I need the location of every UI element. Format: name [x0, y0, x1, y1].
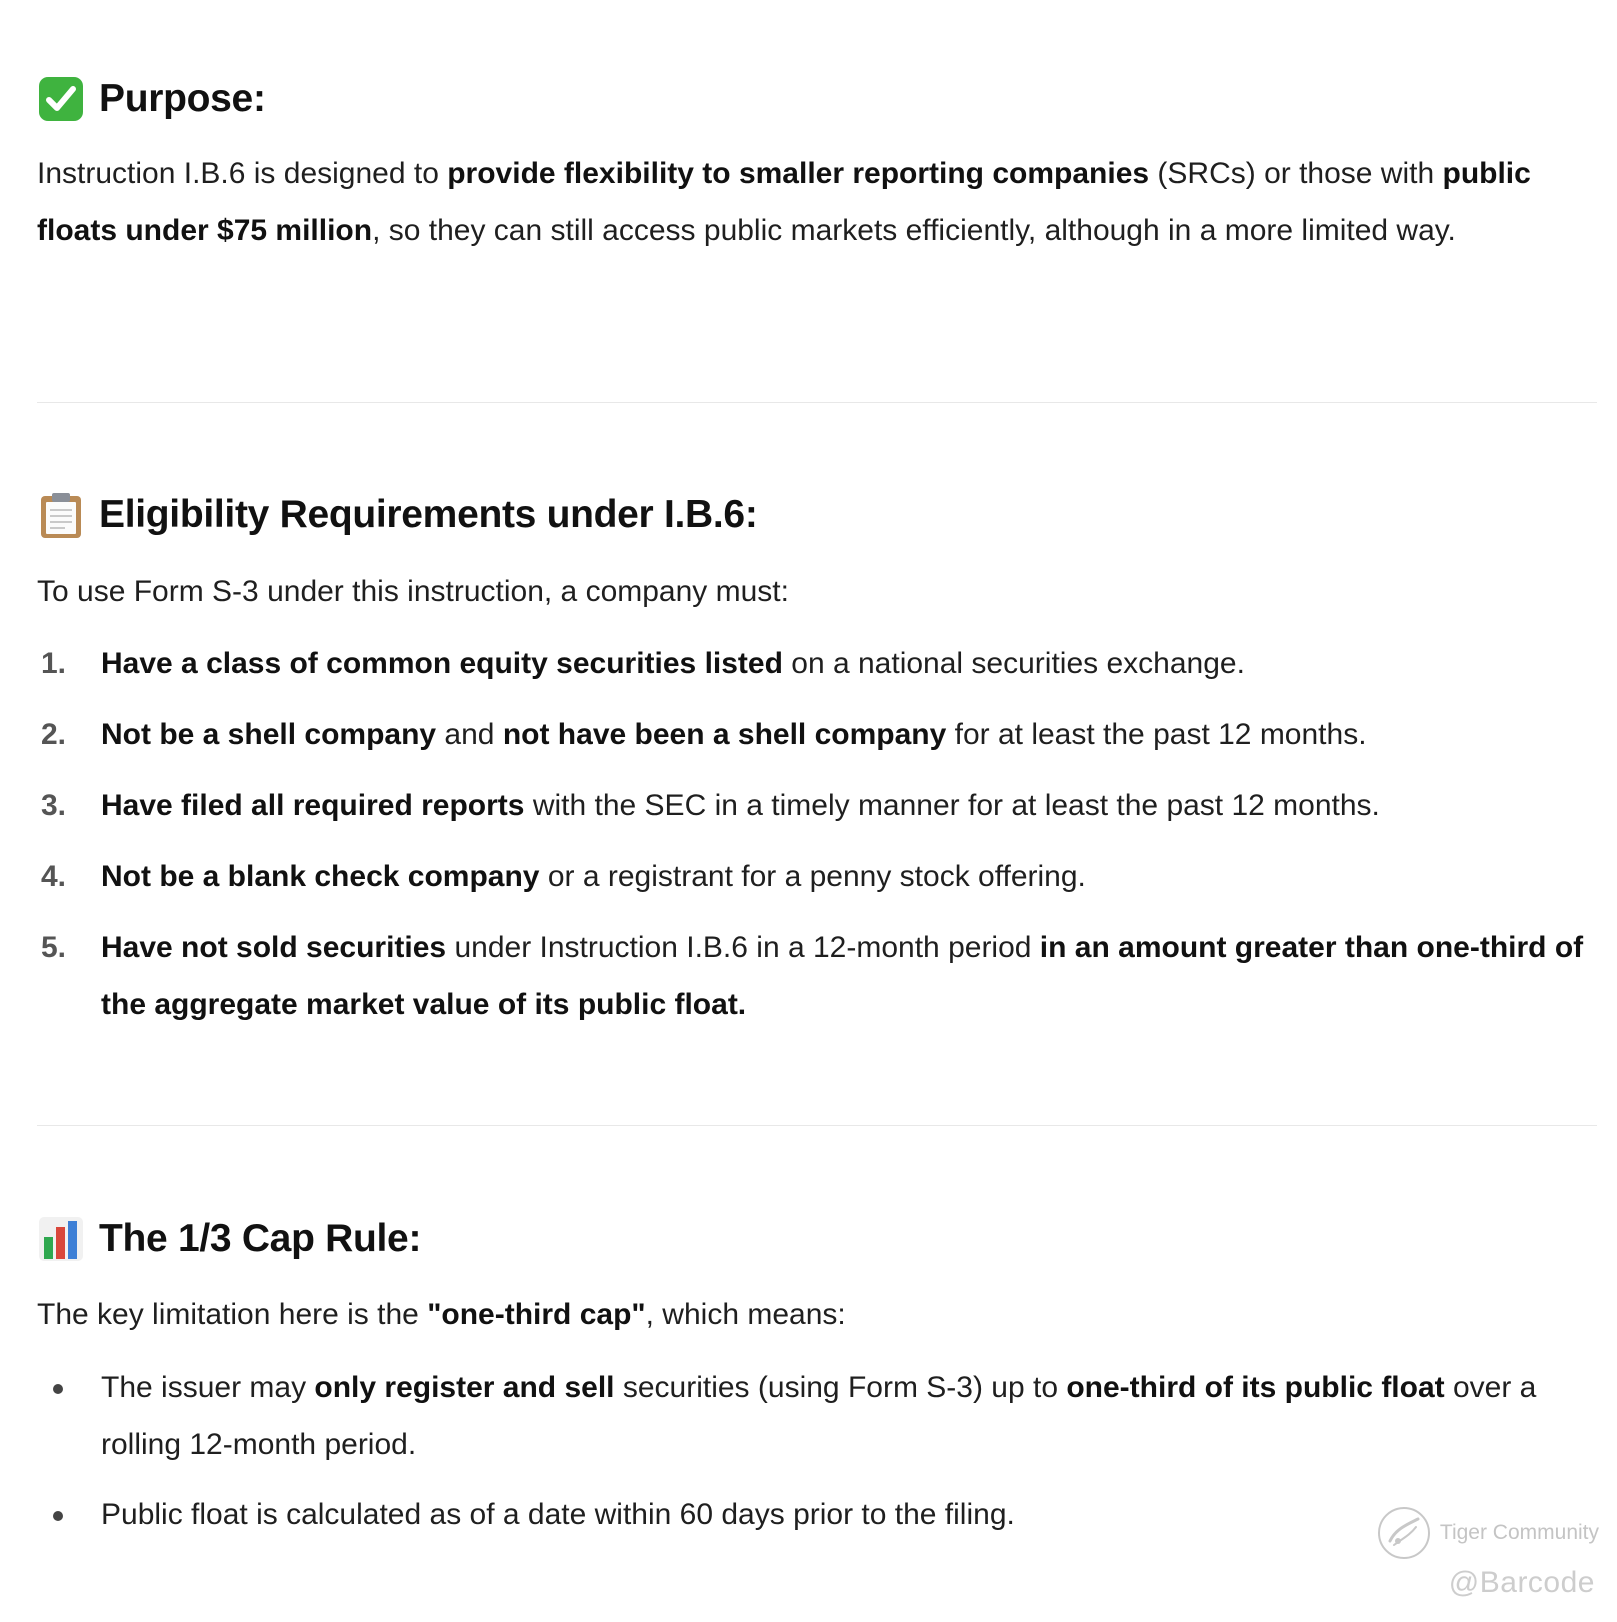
list-number: 4. [41, 860, 67, 893]
eligibility-heading [37, 490, 758, 540]
text-run: securities (using Form S-3) up to [614, 1371, 1067, 1404]
eligibility-item [37, 706, 1601, 763]
bold-text: Have filed all required reports [101, 789, 525, 822]
bullet-dot-icon [53, 1511, 63, 1521]
bold-text: Not be a blank check company [101, 860, 540, 893]
bold-text: "one-third cap" [427, 1298, 646, 1331]
text-run: over a rolling 12-month period. [101, 1371, 1537, 1461]
text-run: under Instruction I.B.6 in a 12-month period [446, 931, 1040, 964]
text-run: on a national securities exchange. [782, 647, 1245, 680]
text-run: with the SEC in a timely manner for at least the past 12 months. [524, 789, 1380, 822]
watermark-handle: @Barcode [1448, 1566, 1595, 1599]
cap-rule-heading [37, 1214, 421, 1264]
purpose-paragraph [37, 145, 1567, 259]
text-run: for at least the past 12 months. [946, 718, 1367, 751]
eligibility-item [37, 777, 1601, 834]
bold-text: provide flexibility to smaller reporting companies [447, 157, 1150, 190]
text-run: Instruction I.B.6 is designed to [37, 157, 448, 190]
list-number: 1. [41, 647, 67, 680]
section-divider [37, 402, 1597, 403]
text-run: The issuer may [101, 1371, 315, 1404]
bold-text: Not be a shell company [101, 718, 437, 751]
eligibility-item [37, 635, 1601, 692]
bold-text: only register and sell [314, 1371, 615, 1404]
text-run: (SRCs) or those with [1149, 157, 1443, 190]
bar-chart-icon [37, 1215, 85, 1263]
bold-text: Have not sold securities [101, 931, 447, 964]
text-run: , so they can still access public markets efficiently, although in a more limited way. [372, 214, 1456, 247]
check-mark-icon [37, 75, 85, 123]
clipboard-icon [37, 491, 85, 539]
bold-text: not have been a shell company [502, 718, 947, 751]
eligibility-title: Eligibility Requirements under I.B.6: [99, 493, 758, 536]
eligibility-item [37, 848, 1601, 905]
bold-text: one-third of its public float [1066, 1371, 1445, 1404]
text-run: , which means: [645, 1298, 846, 1331]
text-run: or a registrant for a penny stock offering. [539, 860, 1086, 893]
text-run: Public float is calculated as of a date within 60 days prior to the filing. [101, 1498, 1015, 1531]
purpose-heading [37, 74, 266, 124]
watermark [1376, 1505, 1599, 1561]
text-run: and [436, 718, 503, 751]
bold-text: public floats under $75 million [37, 157, 1531, 247]
eligibility-intro: To use Form S-3 under this instruction, a company must: [37, 575, 789, 608]
list-number: 3. [41, 789, 67, 822]
bold-text: Have a class of common equity securities listed [101, 647, 783, 680]
section-divider [37, 1125, 1597, 1126]
cap-rule-title: The 1/3 Cap Rule: [99, 1217, 422, 1260]
tiger-logo-icon [1376, 1505, 1432, 1561]
cap-rule-intro [37, 1286, 1567, 1343]
watermark-brand: Tiger Community [1439, 1521, 1599, 1544]
list-number: 2. [41, 718, 67, 751]
text-run: The key limitation here is the [37, 1298, 428, 1331]
purpose-title: Purpose: [99, 77, 266, 120]
bullet-item [37, 1359, 1601, 1473]
bullet-item [37, 1486, 1601, 1543]
bullet-dot-icon [53, 1384, 63, 1394]
bold-text: in an amount greater than one-third of the aggregate market value of its public float. [101, 931, 1584, 1021]
list-number: 5. [41, 931, 67, 964]
eligibility-item [37, 919, 1601, 1033]
